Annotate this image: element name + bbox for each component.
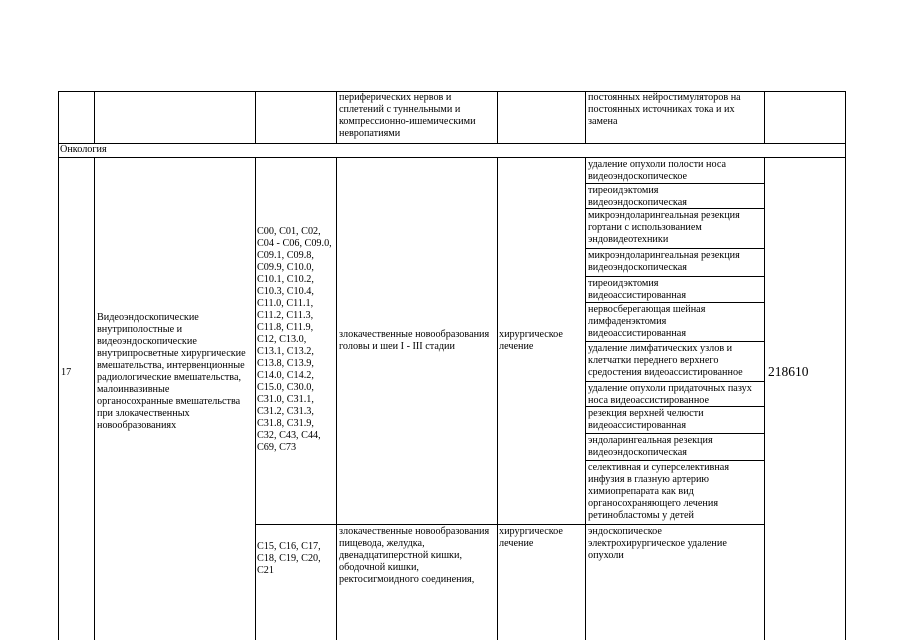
grid-line xyxy=(764,157,765,640)
grid-line xyxy=(764,91,765,143)
cost-value: 218610 xyxy=(768,364,809,379)
grid-line xyxy=(586,433,764,434)
grid-line xyxy=(586,341,764,342)
grid-line xyxy=(94,157,95,640)
grid-line xyxy=(256,524,764,525)
method-item: нервосберегающая шейная лимфаденэктомия видеоассистированная xyxy=(588,304,706,339)
patient-model: злокачественные новообразования головы и шеи I - III стадии xyxy=(339,329,490,352)
method-item: удаление опухоли придаточных пазух носа видеоассистированное xyxy=(588,383,752,406)
grid-line xyxy=(586,381,764,382)
method-item: удаление опухоли полости носа видеоэндоскопическое xyxy=(588,159,726,182)
treatment-type: хирургическое лечение xyxy=(499,329,563,352)
top-row-method-text: постоянных нейростимуляторов на постоянных источниках тока и их замена xyxy=(588,92,741,127)
method-item-b: эндоскопическое электрохирургическое удаление опухоли xyxy=(588,526,727,561)
grid-line xyxy=(845,91,846,640)
method-item: тиреоидэктомия видеоассистированная xyxy=(588,278,686,301)
method-item: эндоларингеальная резекция видеоэндоскопическая xyxy=(588,435,713,458)
method-item: селективная и суперселективная инфузия в глазную артерию химиопрепарата как вид органосохраняющего лечения ретинобластомы у детей xyxy=(588,462,730,521)
method-item: резекция верхней челюсти видеоассистированная xyxy=(588,408,704,431)
method-item: удаление лимфатических узлов и клетчатки переднего верхнего средостения видеоассистированное xyxy=(588,343,743,378)
grid-line xyxy=(586,460,764,461)
grid-line xyxy=(255,157,256,640)
grid-line xyxy=(585,91,586,143)
icd-codes-b: C15, C16, C17, C18, C19, C20, C21 xyxy=(257,541,321,576)
method-item: микроэндоларингеальная резекция видеоэндоскопическая xyxy=(588,250,740,273)
grid-line xyxy=(586,302,764,303)
icd-codes: C00, C01, C02, C04 - C06, C09.0, C09.1, C09.8, C09.9, C10.0, C10.1, C10.2, C10.3, C10.4, C11.0, C11.1, C11.2, C11.3, C11.8, C11.9, C12, C13.0, C13.1, C13.2, C13.8, C13.9, C14.0, C14.2, C15.0, C30.0, C31.0, C31.1, C31.2, C31.3, C31.8, C31.9, C32, C43, C44, C69, C73 xyxy=(257,226,332,453)
grid-line xyxy=(497,157,498,640)
grid-line xyxy=(497,91,498,143)
grid-line xyxy=(58,91,59,640)
grid-line xyxy=(58,143,846,144)
method-item: микроэндоларингеальная резекция гортани с использованием эндовидеотехники xyxy=(588,210,740,245)
grid-line xyxy=(336,91,337,143)
section-title: Онкология xyxy=(60,144,107,155)
method-item: тиреоидэктомия видеоэндоскопическая xyxy=(588,185,687,208)
grid-line xyxy=(585,157,586,640)
grid-line xyxy=(58,157,846,158)
treatment-name: Видеоэндоскопические внутриполостные и видеоэндоскопические внутрипросветные хирургические вмешательства, интервенционные радиологические вмешательства, малоинвазивные органосохранные вмешательства при злокачественных новообразованиях xyxy=(97,312,246,431)
grid-line xyxy=(586,183,764,184)
treatment-type-b: хирургическое лечение xyxy=(499,526,563,549)
grid-line xyxy=(336,157,337,640)
grid-line xyxy=(586,248,764,249)
top-row-pathology-text: периферических нервов и сплетений с туннельными и компрессионно-ишемическими невропатиями xyxy=(339,92,476,139)
grid-line xyxy=(94,91,95,143)
grid-line xyxy=(586,276,764,277)
row-number: 17 xyxy=(61,367,72,378)
grid-line xyxy=(255,91,256,143)
patient-model-b: злокачественные новообразования пищевода, желудка, двенадцатиперстной кишки, ободочной кишки, ректосигмоидного соединения, xyxy=(339,526,490,585)
